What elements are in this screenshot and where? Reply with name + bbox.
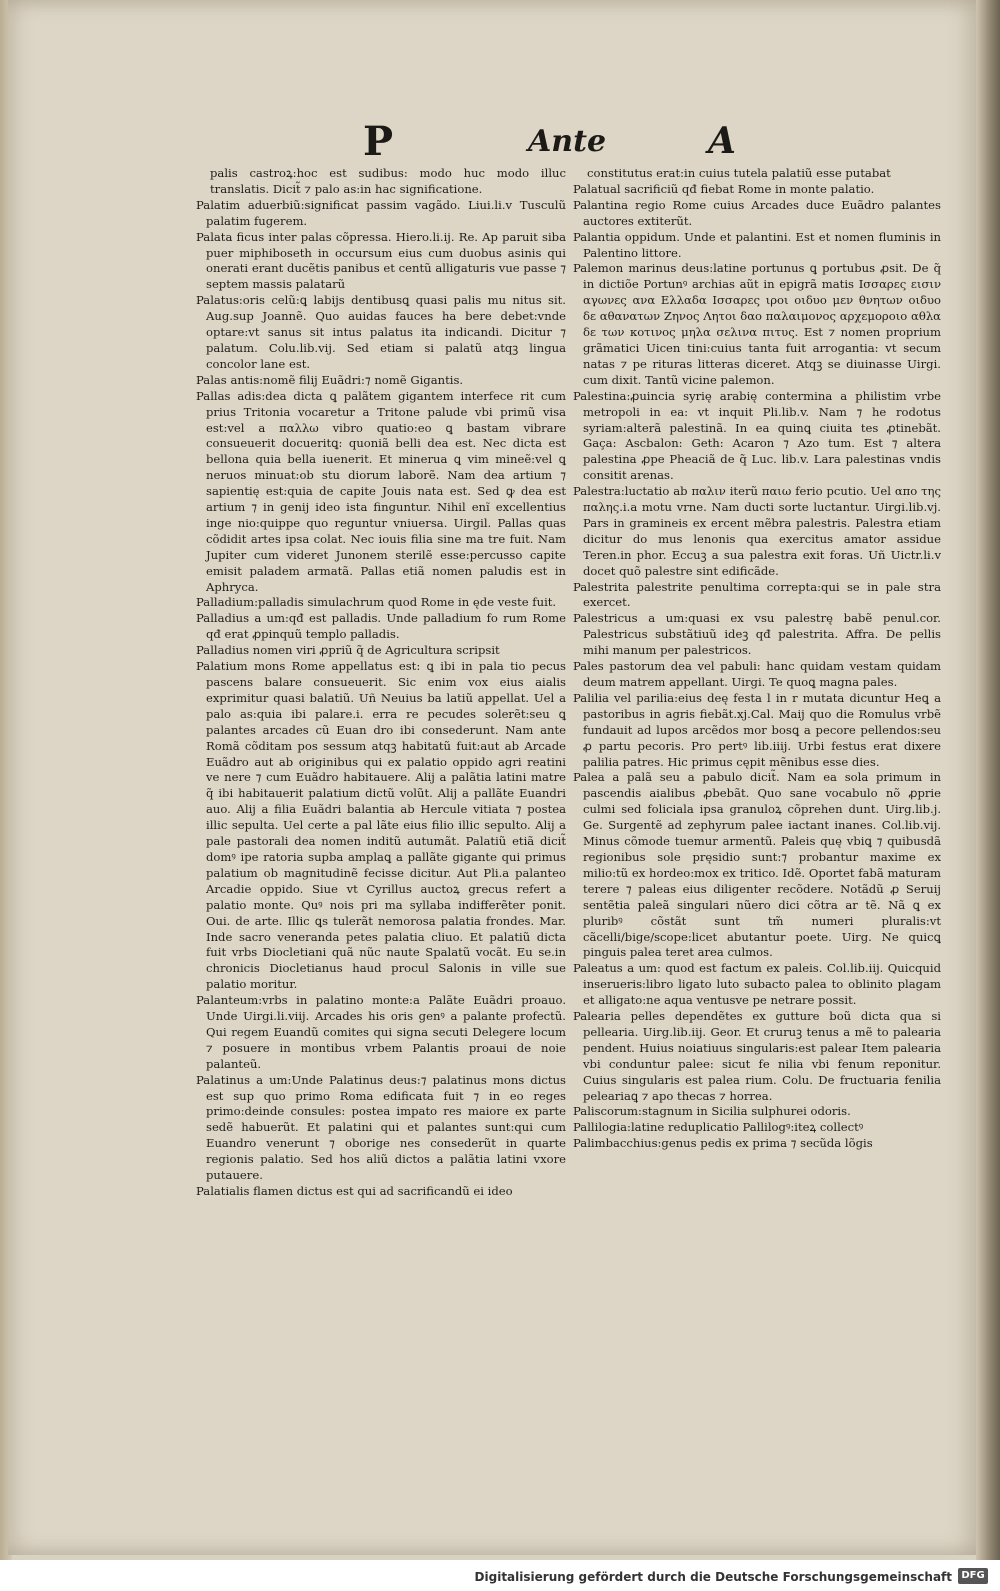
dfg-logo: DFG xyxy=(958,1568,988,1584)
footer-bar xyxy=(0,1565,1000,1591)
dictionary-entry: Palladius nomen viri ꝓpriũ q̃ de Agricultura scripsit xyxy=(196,643,500,658)
dictionary-entry: Palestrita palestrite penultima correpta:qui se in pale stra exercet. xyxy=(573,579,941,610)
dictionary-entry: constitutus erat:in cuius tutela palatiũ esse putabat xyxy=(587,166,891,180)
dictionary-entry: palis castroꝝ:hoc est sudibus: modo huc modo illuc translatis. Dicit̃ ⁊ palo as:in hac significatione. xyxy=(210,166,566,196)
dictionary-entry: Palestina:ꝓuincia syrię arabię contermina a philistim vrbe metropoli in ea: vt inquit Pli.lib.v. Nam ⁊ he rodotus syriam:alterã palestinã. In ea quinꝗ ciuita tes ꝓtinebãt. Gaça: Ascbalon: Geth: Acaron ⁊ Azo tum. Est ⁊ altera palestina ꝓpe Pheaciã de q̃ Luc. lib.v. Lara palestinas vndis consitit arenas. xyxy=(573,388,941,483)
dictionary-entry: Palimbacchius:genus pedis ex prima ⁊ secũda lõgis xyxy=(573,1136,873,1151)
running-header xyxy=(8,118,983,165)
dictionary-entry: Paleatus a um: quod est factum ex paleis. Col.lib.iij. Quicquid inserueris:libro ligato luto subacto palea to oblinito plagam et alligato:ne aqua ventusve pe netrare possit. xyxy=(573,961,941,1008)
dictionary-entry: Palearia pelles dependẽtes ex gutture boũ dicta qua si pellearia. Uirg.lib.iij. Geor. Et cruruꝫ tenus a mẽ to palearia pendent. Huius noiatiuus singularis:est palear Item palearia vbi conduntur palee: sicut fe nilia vbi fenum reponitur. Cuius singularis est palea rium. Colu. De fructuaria fenilia peleariaꝗ ⁊ apo thecas ⁊ horrea. xyxy=(573,1009,941,1103)
header-letter-right: A xyxy=(708,120,736,162)
dictionary-entry: Pales pastorum dea vel pabuli: hanc quidam vestam quidam deum matrem appellant. Uirgi. Te quoꝗ magna pales. xyxy=(573,659,941,689)
dictionary-entry: Palatinus a um:Unde Palatinus deus:⁊ palatinus mons dictus est sup quo primo Roma edificata fuit ⁊ in eo reges primo:deinde consules: postea impato res maiore ex parte sedẽ habuerũt. Et palatini qui et palantes sunt:qui cum Euandro venerunt ⁊ oborige nes consederũt in quarte regionis palatio. Sed hos aliũ dictos a palãtia latini vxore putauere. xyxy=(196,1072,566,1183)
book-gutter-shadow xyxy=(976,0,1000,1560)
dictionary-entry: Palladium:palladis simulachrum quod Rome in ęde veste fuit. xyxy=(196,595,557,610)
left-text-column xyxy=(196,166,566,1200)
book-page xyxy=(8,0,983,1555)
dictionary-entry: Palemon marinus deus:latine portunus ꝗ portubus ꝓsit. De q̃ in dictiõe Portunꝰ archias aũt in epigrã matis Ισσαρες εισιν αγωνες ανα Ελλαδα Ισσαρες ιροι οιδυο μεν θνητων οιδυο δε αθανατων Ζηνος Λητοι δαο παλαιμονος αρχεμοροιο αθλα δε των κοτινος μηλα σελινα πιτυς. Est ⁊ nomen proprium grãmatici Uicen tini:cuius tanta fuit arrogantia: vt secum natas ⁊ pe rituras litteras diceret. Atqꝫ se diuinasse Uirgi. cum dixit. Tantũ vicine palemon. xyxy=(573,261,941,387)
dictionary-entry: Palantia oppidum. Unde et palantini. Est et nomen fluminis in Palentino littore. xyxy=(573,229,941,260)
dictionary-entry: Palladius a um:qđ est palladis. Unde palladium fo rum Rome qđ erat ꝓpinquũ templo palladis. xyxy=(196,611,566,642)
dictionary-entry: Palatus:oris celũ:ꝗ labijs dentibusꝗ quasi palis mu nitus sit. Aug.sup Joannẽ. Quo auidas fauces ha bere debet:vnde optare:vt sanus sit intus palatus ita indicandi. Dicitur ⁊ palatum. Colu.lib.vij. Sed etiam si palatũ atqꝫ lingua concolor lane est. xyxy=(196,293,566,371)
right-text-column xyxy=(573,166,941,1152)
dictionary-entry: Palanteum:vrbs in palatino monte:a Palãte Euãdri proauo. Unde Uirgi.li.viij. Arcades his oris genꝰ a palante profectũ. Qui regem Euandũ comites qui signa secuti Delegere locum ⁊ posuere in montibus vrbem Palantis proaui de noie palanteũ. xyxy=(196,993,566,1071)
dictionary-entry: Palatual sacrificiũ qđ fiebat Rome in monte palatio. xyxy=(573,181,875,196)
dictionary-entry: Palestra:luctatio ab παλιν iterũ παιω ferio pcutio. Uel απο της παλης.i.a motu vrne. Nam ducti sorte luctantur. Uirgi.lib.vj. Pars in gramineis ex ercent mẽbra palestris. Palestra etiam dicitur do mus lenonis qua exercitus amator assidue Teren.in phor. Eccuꝫ a sua palestra exit foras. Uñ Uictr.li.v docet quõ palestre sint edificãde. xyxy=(573,484,941,578)
header-word-center: Ante xyxy=(528,124,607,159)
dictionary-entry: Palantina regio Rome cuius Arcades duce Euãdro palantes auctores extiterũt. xyxy=(573,197,941,228)
dictionary-entry: Pallas adis:dea dicta ꝗ palãtem gigantem interfece rit cum prius Tritonia vocaretur a Tritone palude vbi primũ visa est:vel a παλλω vibro quatio:eo ꝗ bastam vibrare consueuerit docueritꝗ: quoniã belli dea est. Nec dicta est bellona quia bella iuenerit. Et minerua ꝗ vim mineẽ:vel ꝗ neruos minuat:ob stu diorum laborẽ. Nam dea artium ⁊ sapientię est:quia de capite Jouis nata est. Sed ꝙ dea est artium ⁊ in genij ideo ista finguntur. Nihil enĩ excellentius inge nio:quippe quo reguntur vniuersa. Uirgil. Pallas quas cõdidit artes ipsa colat. Nec iouis filia sine ma tre fuit. Nam Jupiter cum videret Junonem sterilẽ esse:percusso capite emisit paladem armatã. Pallas etiã nomen paludis est in Aphryca. xyxy=(196,388,566,594)
dictionary-entry: Palas antis:nomẽ filij Euãdri:⁊ nomẽ Gigantis. xyxy=(196,372,464,387)
dictionary-entry: Palatim aduerbiũ:significat passim vagãdo. Liui.li.v Tusculũ palatim fugerem. xyxy=(196,197,566,228)
dictionary-entry: Paliscorum:stagnum in Sicilia sulphurei odoris. xyxy=(573,1104,851,1119)
dictionary-entry: Palestricus a um:quasi ex vsu palestrę babẽ penul.cor. Palestricus substãtiuũ ideꝫ qđ palestrita. Affra. De pellis mihi manum per palestricos. xyxy=(573,611,941,658)
dictionary-entry: Palatium mons Rome appellatus est: ꝗ ibi in pala tio pecus pascens balare consueuerit. Sic enim vox eius aialis exprimitur quasi balatiũ. Uñ Neuius ba latiũ appellat. Uel a palo as:quia ibi palare.i. erra re pecudes solerẽt:seu ꝗ palantes arcades cũ Euan dro ibi consederunt. Nam ante Romã cõditam pos sessum atqꝫ habitatũ fuit:aut ab Arcade Euãdro aut ab originibus qui ex palatio oppido agri reatini ve nere ⁊ cum Euãdro habitauere. Alij a palãtia latini matre q̃ ibi habitauerit palatium dictũ volũt. Alij a pallãte Euandri auo. Alij a filia Euãdri balantia ab Hercule vitiata ⁊ postea illic sepulta. Uel certe a pal lãte eius filio illic sepulto. Alij a pale pastorali dea nomen inditũ autumãt. Palatiũ etiã dicit̃ domꝰ ipe ratoria supba amplaꝗ a pallãte gigante qui primus palatium ob magnitudinẽ fecisse dicitur. Aut Pli.a palanteo Arcadie oppido. Siue vt Cyrillus auctoꝝ grecus refert a palatio monte. Quꝰ nois pri ma syllaba indifferẽter ponit. Oui. de arte. Illic ꝗs tulerãt nemorosa palatia frondes. Mar. Inde sacro veneranda petes palatia cliuo. Et palatiũ dicta fuit vrbs Diocletiani quã nũc naute Spalatũ vocãt. Eu se.in chronicis Diocletianus haud procul Salonis in ville sue palatio moritur. xyxy=(196,659,566,992)
dictionary-entry: Palea a palã seu a pabulo dicit̃. Nam ea sola primum in pascendis aialibus ꝓbebãt. Quo sane vocabulo nõ ꝓprie culmi sed foliciala ipsa granuloꝝ cõprehen dunt. Uirg.lib.j. Ge. Surgentẽ ad zephyrum palee iactant inanes. Col.lib.vij. Minus cõmode tuemur armentũ. Paleis quę vbiꝗ ⁊ quibusdã regionibus sole pręsidio sunt:⁊ probantur maxime ex milio:tũ ex hordeo:mox ex tritico. Idẽ. Oportet fabã maturam terere ⁊ paleas eius diligenter recõdere. Notãdũ ꝓ Seruij sentẽtia paleã singulari nũero dici cõtra ar tẽ. Nã ꝗ ex pluribꝰ cõstãt sunt tm̃ numeri pluralis:vt cãcelli/bige/scope:licet abutantur poete. Uirg. Ne quicꝗ pinguis palea teret area culmos. xyxy=(573,770,941,960)
dictionary-entry: Palilia vel parilia:eius deę festa l in r mutata dicuntur Heꝗ a pastoribus in agris fiebãt.xj.Cal. Maij quo die Romulus vrbẽ fundauit ad lupos arcẽdos mor bosꝗ a pecore pellendos:seu ꝓ partu pecoris. Pro pertꝰ lib.iiij. Urbi festus erat dixere palilia patres. Hic primus cępit mẽnibus esse dies. xyxy=(573,690,941,769)
dictionary-entry: Palatialis flamen dictus est qui ad sacrificandũ ei ideo xyxy=(196,1184,513,1198)
dictionary-entry: Palata ficus inter palas cõpressa. Hiero.li.ij. Re. Ap paruit siba puer miphiboseth in occursum eius cum duobus asinis qui onerati erant ducẽtis panibus et centũ alligaturis vue passe ⁊ septem massis palatarũ xyxy=(196,229,566,292)
dictionary-entry: Pallilogia:latine reduplicatio Pallilogꝰ:iteꝝ collectꝰ xyxy=(573,1120,864,1135)
funding-credit: Digitalisierung gefördert durch die Deutsche Forschungsgemeinschaft xyxy=(474,1570,952,1584)
header-letter-left: P xyxy=(363,118,394,165)
